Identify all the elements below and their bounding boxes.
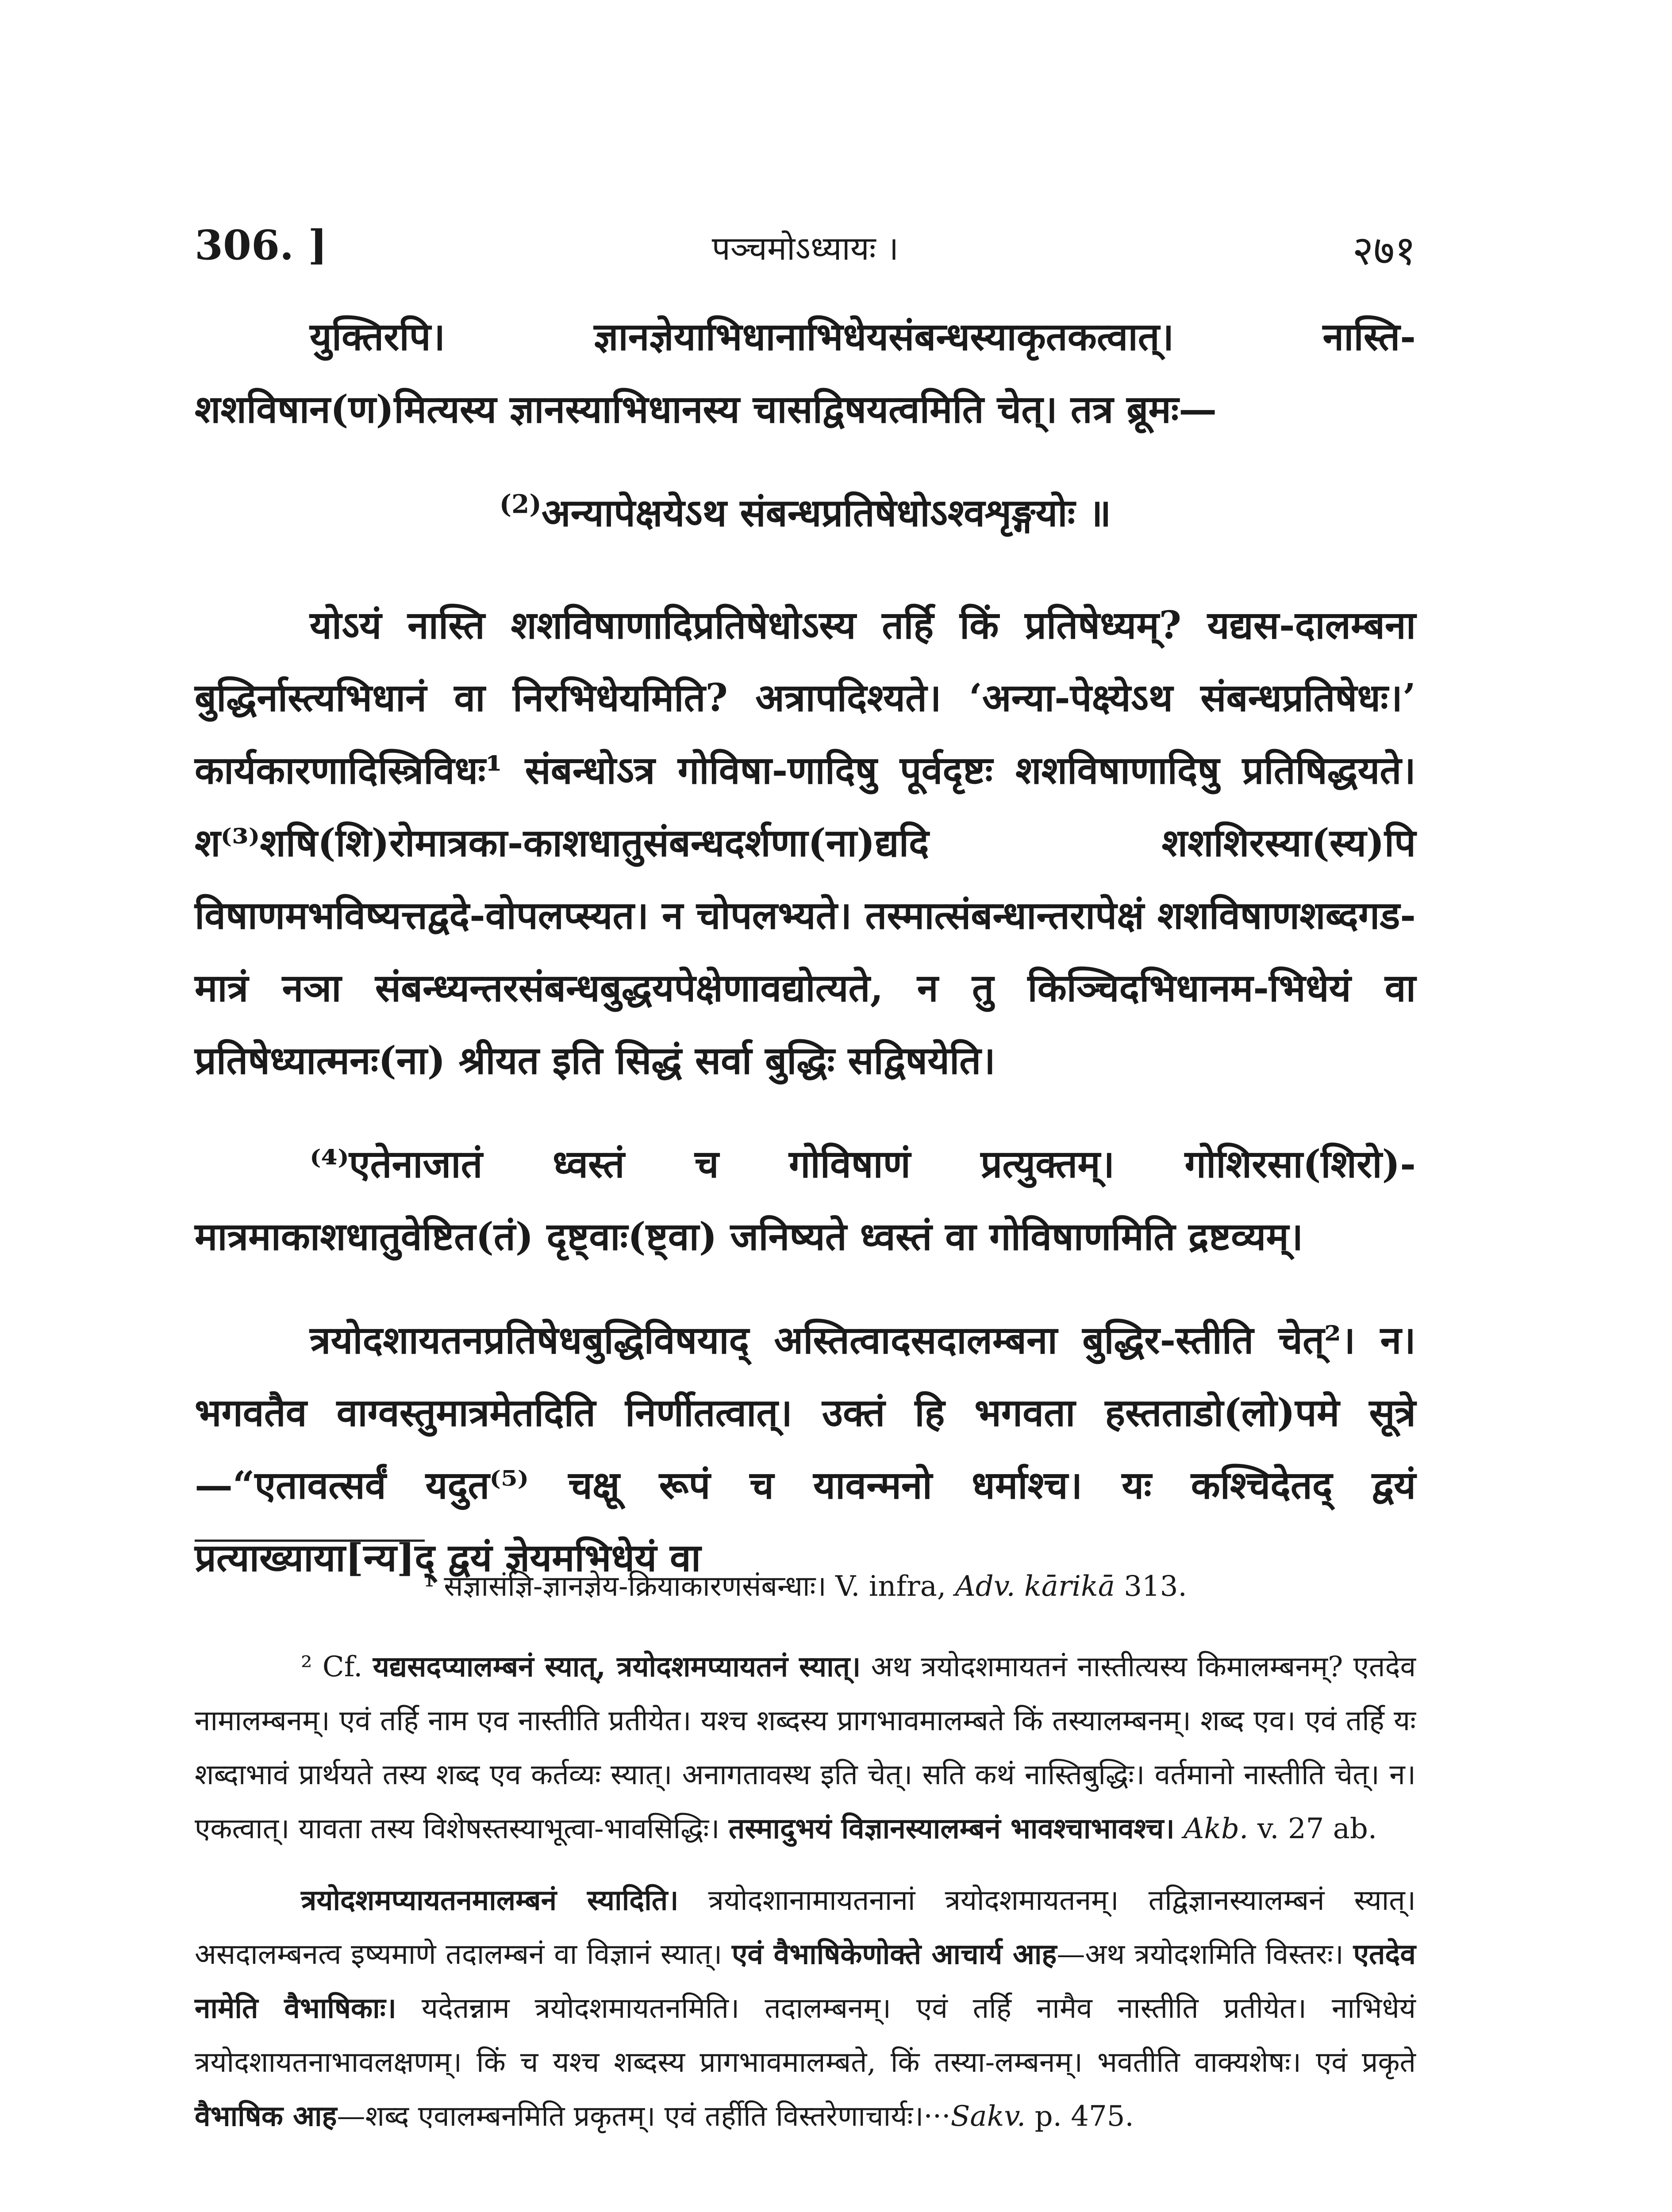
footnote-2-quote: यद्यसदप्यालम्बनं स्यात्, त्रयोदशमप्यायतनं स्यात्। [373,1650,861,1683]
commentary-body-4: —शब्द एवालम्बनमिति प्रकृतम्। एवं तर्हीति विस्तरेणाचार्यः।··· [337,2100,951,2133]
footnote-2-body: अथ त्रयोदशमायतनं नास्तीत्यस्य किमालम्बनम्? एतदेव नामालम्बनम्। एवं तर्हि नाम एव नास्तीति प्रतीयेत। यश्च शब्दस्य प्रागभावमालम्बते किं तस्यालम्बनम्। शब्द एव। एवं तर्हि यः शब्दाभावं प्रार्थयते तस्य शब्द एव कर्तव्यः स्यात्। अनागतावस्थ इति चेत्। सति कथं नास्तिबुद्धिः। वर्तमानो नास्तीति चेत्। न। एकत्वात्। यावता तस्य विशेषस्तस्याभूत्वा-भावसिद्धिः। [195,1651,1416,1845]
footnote-2-commentary [195,1874,1416,2143]
footnote-2-cf: ² Cf. [301,1651,363,1683]
page-number: २७१ [1352,227,1416,274]
karika-verse [195,477,1416,549]
paragraph-2: योऽयं नास्ति शशविषाणादिप्रतिषेधोऽस्य तर्हि किं प्रतिषेध्यम्? यद्यस-दालम्बना बुद्धिर्नास्त्यभिधानं वा निरभिधेयमिति? अत्रापदिश्यते। ‘अन्या-पेक्ष्येऽथ संबन्धप्रतिषेधः।’ कार्यकारणादिस्त्रिविधः¹ संबन्धोऽत्र गोविषा-णादिषु पूर्वदृष्टः शशविषाणादिषु प्रतिषिद्धयते। श⁽³⁾शषि(शि)रोमात्रका-काशधातुसंबन्धदर्शणा(ना)द्यदि शशशिरस्या(स्य)पि विषाणमभविष्यत्तद्वदे-वोपलप्स्यत। न चोपलभ्यते। तस्मात्संबन्धान्तरापेक्षं शशविषाणशब्दगड-मात्रं नञा संबन्ध्यन्तरसंबन्धबुद्धयपेक्षेणावद्योत्यते, न तु किञ्चिदभिधानम-भिधेयं वा प्रतिषेध्यात्मनः(ना) श्रीयत इति सिद्धं सर्वा बुद्धिः सद्विषयेति। [195,603,1416,1083]
footnote-1-page: 313. [1124,1570,1187,1603]
paragraph-3: ⁽⁴⁾एतेनाजातं ध्वस्तं च गोविषाणं प्रत्युक्तम्। गोशिरसा(शिरो)-मात्रमाकाशधातुवेष्टित(तं) दृष्ट्वाः(ष्ट्वा) जनिष्यते ध्वस्तं वा गोविषाणमिति द्रष्टव्यम्। [195,1142,1416,1259]
commentary-lemma: त्रयोदशमप्यायतनमालम्बनं स्यादिति। [301,1884,679,1917]
footnote-1 [195,1559,1416,1613]
footnote-2-source: Akb. [1184,1813,1249,1845]
main-text [195,301,1416,1625]
section-number: 306. ] [195,221,327,269]
commentary-locus: p. 475. [1034,2100,1134,2133]
verse-text: अन्यापेक्षयेऽथ संबन्धप्रतिषेधोऽश्वशृङ्गयोः ॥ [541,491,1111,535]
commentary-lemma-3: एतदेव नामेति वैभाषिकाः। [195,1938,1416,2025]
running-header [195,221,1416,279]
footnote-divider [195,1540,425,1542]
chapter-title: पञ्चमोऽध्यायः । [711,230,899,268]
commentary-body-1: त्रयोदशानामायतनानां त्रयोदशमायतनम्। तद्विज्ञानस्यालम्बनं स्यात्। असदालम्बनत्व इष्यमाणे तदालम्बनं वा विज्ञानं स्यात्। [195,1884,1416,1971]
commentary-source: Sakv. [950,2100,1026,2133]
commentary-lemma-4: वैभाषिक आह [195,2100,337,2133]
paragraph-1: युक्तिरपि। ज्ञानज्ञेयाभिधानाभिधेयसंबन्धस्याकृतकत्वात्। नास्ति-शशविषान(ण)मित्यस्य ज्ञानस्याभिधानस्य चासद्विषयत्वमिति चेत्। तत्र ब्रूमः— [195,315,1416,432]
verse-footnote-mark: (2) [499,489,542,519]
footnote-2 [195,1640,1416,1856]
commentary-lemma-2: एवं वैभाषिकेणोक्ते आचार्य आह [731,1938,1057,1971]
commentary-body-2: —अथ त्रयोदशमिति विस्तरः। [1057,1938,1344,1971]
footnote-1-text: ¹ संज्ञासंज्ञि-ज्ञानज्ञेय-क्रियाकारणसंबन्धाः। V. infra, [423,1570,946,1603]
footnote-2-conclusion: तस्मादुभयं विज्ञानस्यालम्बनं भावश्चाभावश्च। [728,1812,1175,1845]
footnote-1-ref: Adv. kārikā [955,1570,1115,1603]
commentary-body-3: यदेतन्नाम त्रयोदशमायतनमिति। तदालम्बनम्। एवं तर्हि नामैव नास्तीति प्रतीयेत। नाभिधेयं त्रयोदशायतनाभावलक्षणम्। किं च यश्च शब्दस्य प्रागभावमालम्बते, किं तस्या-लम्बनम्। भवतीति वाक्यशेषः। एवं प्रकृते [195,1992,1416,2079]
footnote-2-locus: v. 27 ab. [1257,1813,1377,1845]
footnotes [195,1559,1416,2170]
paragraph-4: त्रयोदशायतनप्रतिषेधबुद्धिविषयाद् अस्तित्वादसदालम्बना बुद्धिर-स्तीति चेत्²। न। भगवतैव वाग्वस्तुमात्रमेतदिति निर्णीतत्वात्। उक्तं हि भगवता हस्तताडो(लो)पमे सूत्रे—“एतावत्सर्वं यदुत⁽⁵⁾ चक्षू रूपं च यावन्मनो धर्माश्च। यः कश्चिदेतद् द्वयं प्रत्याख्याया[न्य]द् द्वयं ज्ञेयमभिधेयं वा [195,1318,1416,1580]
